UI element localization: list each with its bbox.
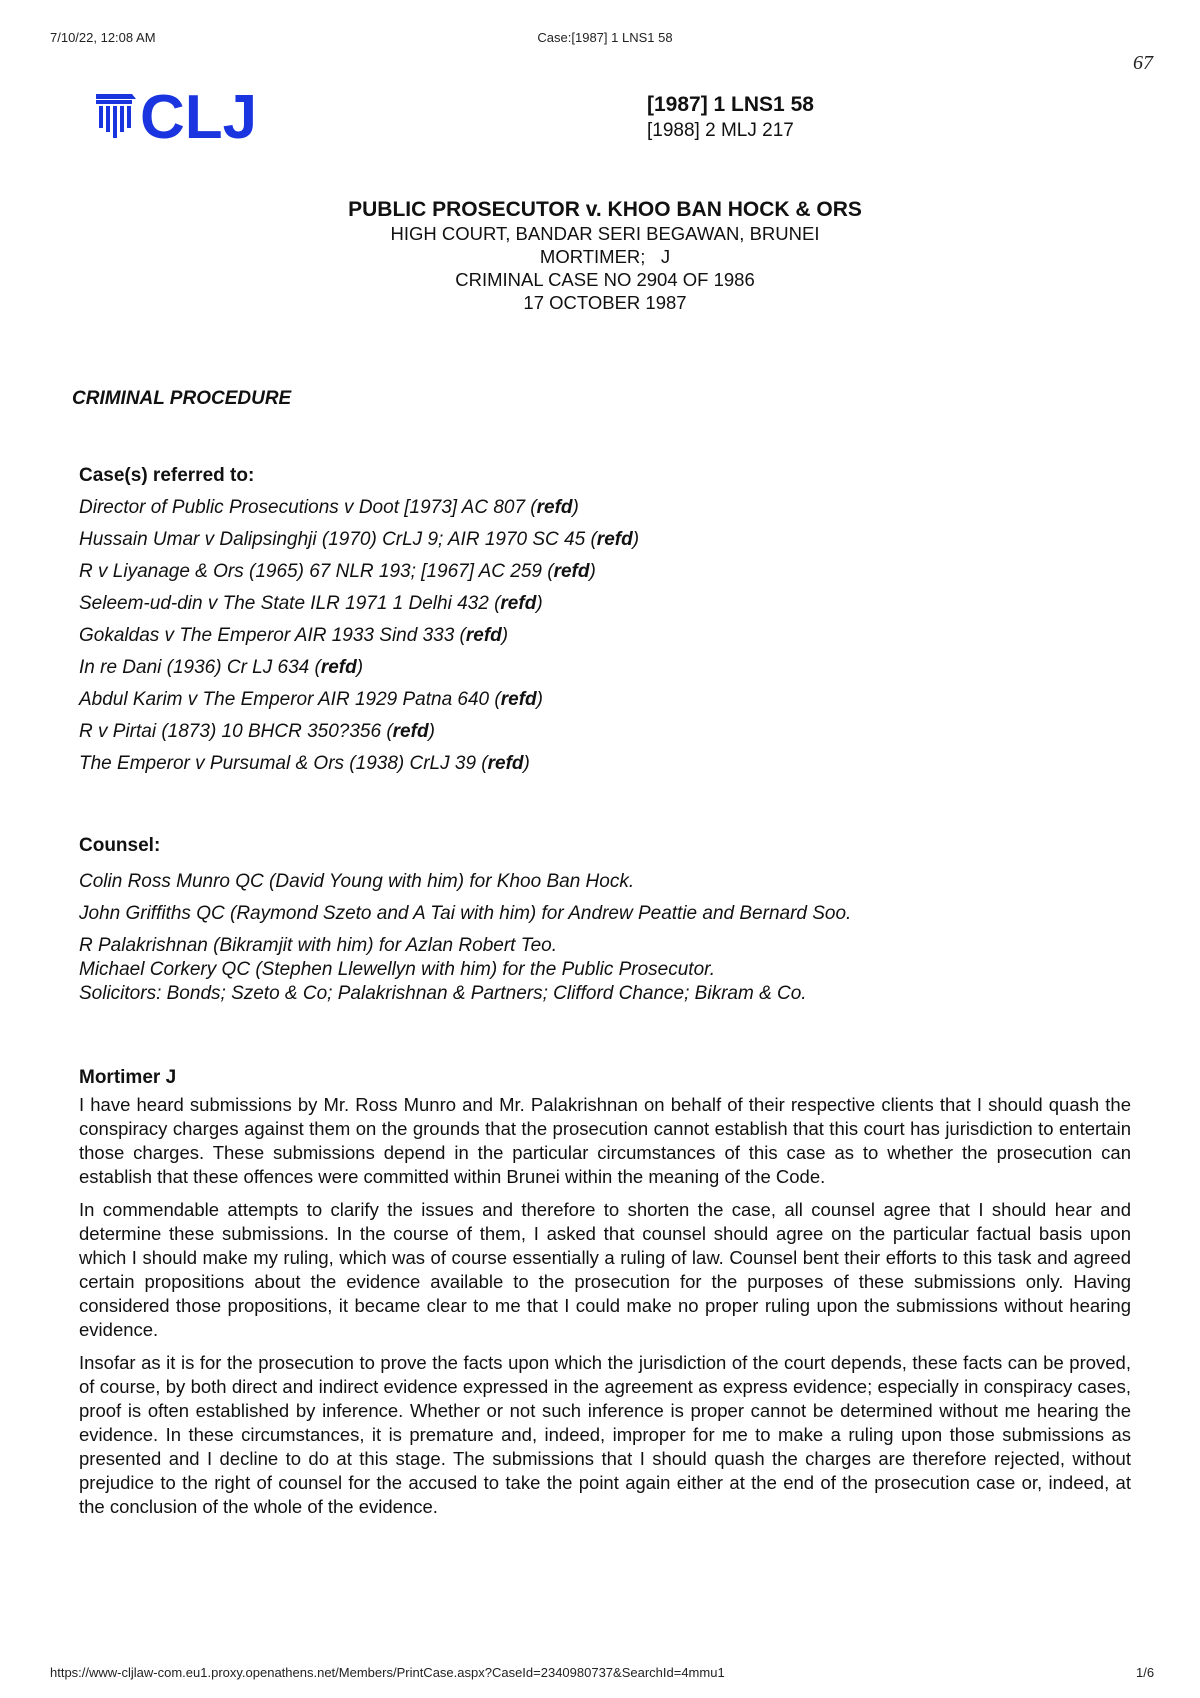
print-datetime: 7/10/22, 12:08 AM: [50, 30, 156, 45]
counsel-line: John Griffiths QC (Raymond Szeto and A Tai with him) for Andrew Peattie and Bernard Soo.: [79, 903, 852, 924]
print-footer-url: https://www-cljlaw-com.eu1.proxy.openathens.net/Members/PrintCase.aspx?CaseId=2340980737&SearchId=4mmu1: [50, 1665, 725, 1680]
case-ref-item: Abdul Karim v The Emperor AIR 1929 Patna 640 (refd): [79, 689, 543, 710]
citation-primary: [1987] 1 LNS1 58: [647, 93, 814, 116]
case-ref-item: Hussain Umar v Dalipsinghji (1970) CrLJ 9; AIR 1970 SC 45 (refd): [79, 529, 640, 550]
case-date: 17 OCTOBER 1987: [523, 292, 687, 313]
judgment-paragraph: In commendable attempts to clarify the issues and therefore to shorten the case, all counsel agree that I should hear and determine these submissions. In the course of them, I asked that counsel should agree on the particular factual basis upon which I should make my ruling, which was of course essentially a ruling of law. Counsel bent their efforts to this task and agreed certain propositions about the evidence available to the prosecution for the purposes of these submissions only. Having considered those propositions, it became clear to me that I could make no proper ruling upon the submissions without hearing evidence.: [79, 1199, 1131, 1340]
case-ref-item: Seleem-ud-din v The State ILR 1971 1 Delhi 432 (refd): [79, 593, 543, 614]
judgment-paragraph: I have heard submissions by Mr. Ross Munro and Mr. Palakrishnan on behalf of their respective clients that I should quash the conspiracy charges against them on the grounds that the prosecution cannot establish that this court has jurisdiction to entertain those charges. These submissions depend in the particular circumstances of this case as to whether the prosecution can establish that these offences were committed within Brunei within the meaning of the Code.: [79, 1094, 1131, 1187]
counsel-list: [79, 866, 1139, 1006]
print-doc-title: Case:[1987] 1 LNS1 58: [537, 30, 673, 45]
case-ref-item: Director of Public Prosecutions v Doot [1973] AC 807 (refd): [79, 497, 579, 518]
case-ref-item: R v Pirtai (1873) 10 BHCR 350?356 (refd): [79, 721, 435, 742]
clj-logo: [96, 86, 286, 146]
counsel-line: Colin Ross Munro QC (David Young with him) for Khoo Ban Hock.: [79, 871, 635, 892]
case-ref-item: Gokaldas v The Emperor AIR 1933 Sind 333 (refd): [79, 625, 509, 646]
citation-secondary: [1988] 2 MLJ 217: [647, 120, 794, 141]
counsel-line: Michael Corkery QC (Stephen Llewellyn with him) for the Public Prosecutor.: [79, 959, 716, 980]
counsel-heading: Counsel:: [79, 835, 161, 856]
logo-text: CLJ: [140, 86, 258, 146]
page-number: 67: [1133, 52, 1153, 74]
judge-name: MORTIMER; J: [539, 246, 671, 267]
citation-block: [647, 92, 814, 144]
subject-label: CRIMINAL PROCEDURE: [72, 388, 292, 409]
print-footer-page: 1/6: [1136, 1665, 1155, 1680]
case-ref-item: In re Dani (1936) Cr LJ 634 (refd): [79, 657, 364, 678]
court-name: HIGH COURT, BANDAR SERI BEGAWAN, BRUNEI: [390, 223, 820, 244]
judgment-judge-heading: Mortimer J: [79, 1067, 177, 1088]
column-icon: [96, 86, 286, 146]
case-title-block: [0, 197, 1200, 314]
cases-referred-heading: Case(s) referred to:: [79, 465, 255, 486]
case-ref-item: The Emperor v Pursumal & Ors (1938) CrLJ 39 (refd): [79, 753, 530, 774]
counsel-line: R Palakrishnan (Bikramjit with him) for Azlan Robert Teo.: [79, 935, 557, 956]
judgment-paragraph: Insofar as it is for the prosecution to prove the facts upon which the jurisdiction of the court depends, these facts can be proved, of course, by both direct and indirect evidence expressed in the agreement as express evidence; especially in conspiracy cases, proof is often established by inference. Whether or not such inference is proper cannot be determined without me hearing the evidence. In these circumstances, it is premature and, indeed, improper for me to make a ruling upon those submissions as presented and I decline to do at this stage. The submissions that I should quash the charges are therefore rejected, without prejudice to the right of counsel for the accused to take the point again either at the end of the prosecution case or, indeed, at the conclusion of the whole of the evidence.: [79, 1352, 1131, 1517]
judgment-body: [79, 1093, 1131, 1528]
case-number: CRIMINAL CASE NO 2904 OF 1986: [455, 269, 755, 290]
solicitors-line: Solicitors: Bonds; Szeto & Co; Palakrishnan & Partners; Clifford Chance; Bikram & Co.: [79, 983, 807, 1004]
case-ref-item: R v Liyanage & Ors (1965) 67 NLR 193; [1967] AC 259 (refd): [79, 561, 596, 582]
case-title: PUBLIC PROSECUTOR v. KHOO BAN HOCK & ORS: [348, 198, 862, 221]
cases-referred-list: [79, 492, 639, 780]
